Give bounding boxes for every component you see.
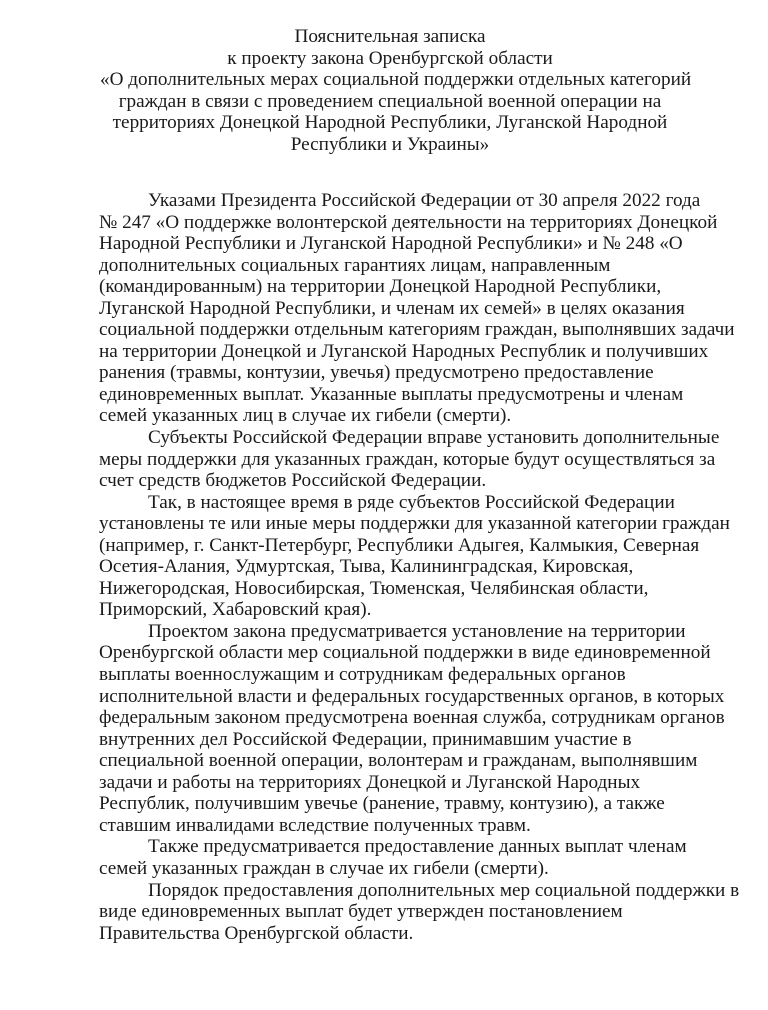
paragraph [99, 879, 740, 945]
text-line: социальной поддержки отдельным категориям граждан, выполнявших задачи [99, 319, 735, 341]
text-line: (командированным) на территории Донецкой Народной Республики, [99, 276, 662, 298]
text-line: исполнительной власти и федеральных государственных органов, в которых [99, 685, 725, 707]
text-line: семей указанных граждан в случае их гибели (смерти). [99, 857, 549, 879]
text-line: ставшим инвалидами вследствие полученных травм. [99, 814, 531, 836]
paragraph [99, 427, 722, 492]
title-line: Пояснительная записка [294, 26, 486, 47]
text-line: Осетия-Алания, Удмуртская, Тыва, Калининградская, Кировская, [99, 556, 634, 578]
text-line: Республик, получившим увечье (ранение, травму, контузию), а также [99, 793, 665, 815]
text-line: Нижегородская, Новосибирская, Тюменская, Челябинская области, [99, 577, 649, 599]
text-line: дополнительных социальных гарантиях лицам, направленным [99, 254, 611, 276]
text-line: № 247 «О поддержке волонтерской деятельности на территориях Донецкой [99, 211, 718, 233]
title-line: Республики и Украины» [290, 133, 490, 155]
text-line: Так, в настоящее время в ряде субъектов Российской Федерации [148, 491, 675, 513]
title-line: граждан в связи с проведением специальной военной операции на [118, 90, 662, 112]
text-line: Луганской Народной Республики, и членам их семей» в целях оказания [99, 297, 685, 319]
text-line: Проектом закона предусматривается установление на территории [148, 620, 686, 642]
paragraph [99, 491, 730, 621]
text-line: единовременных выплат. Указанные выплаты предусмотрены и членам [99, 383, 684, 405]
document-body [99, 190, 740, 944]
paragraph [99, 836, 722, 879]
text-line: (например, г. Санкт-Петербург, Республики Адыгея, Калмыкия, Северная [99, 534, 700, 556]
text-line: виде единовременных выплат будет утвержден постановлением [99, 901, 623, 923]
text-line: на территории Донецкой и Луганской Народных Республик и получивших [99, 340, 709, 362]
text-line: счет средств бюджетов Российской Федерации. [99, 470, 487, 492]
paragraph [99, 620, 725, 836]
title-line: к проекту закона Оренбургской области [227, 47, 553, 69]
text-line: Порядок предоставления дополнительных мер социальной поддержки в [148, 879, 740, 901]
text-line: Правительства Оренбургской области. [99, 922, 414, 944]
text-line: семей указанных лиц в случае их гибели (смерти). [99, 405, 512, 427]
text-line: Субъекты Российской Федерации вправе установить дополнительные [148, 427, 720, 449]
text-line: установлены те или иные меры поддержки для указанной категории граждан [99, 513, 730, 535]
text-line: Оренбургской области мер социальной поддержки в виде единовременной [99, 642, 711, 664]
paragraph [99, 190, 735, 427]
text-line: специальной военной операции, волонтерам и гражданам, выполнявшим [99, 750, 698, 772]
text-line: внутренних дел Российской Федерации, принимавшим участие в [99, 728, 632, 750]
text-line: Также предусматривается предоставление данных выплат членам [148, 836, 687, 858]
title-line: «О дополнительных мерах социальной поддержки отдельных категорий [100, 69, 692, 91]
text-line: меры поддержки для указанных граждан, которые будут осуществляться за [99, 448, 716, 470]
document-title [100, 26, 692, 156]
text-line: Приморский, Хабаровский края). [99, 599, 372, 621]
text-line: федеральным законом предусмотрена военная служба, сотрудникам органов [99, 707, 725, 729]
text-line: Указами Президента Российской Федерации от 30 апреля 2022 года [148, 190, 701, 211]
text-line: выплаты военнослужащим и сотрудникам федеральных органов [99, 664, 626, 686]
text-line: ранения (травмы, контузии, увечья) предусмотрено предоставление [99, 362, 654, 384]
text-line: задачи и работы на территориях Донецкой и Луганской Народных [99, 771, 641, 793]
text-line: Народной Республики и Луганской Народной Республики» и № 248 «О [99, 233, 683, 255]
title-line: территориях Донецкой Народной Республики, Луганской Народной [112, 112, 668, 134]
